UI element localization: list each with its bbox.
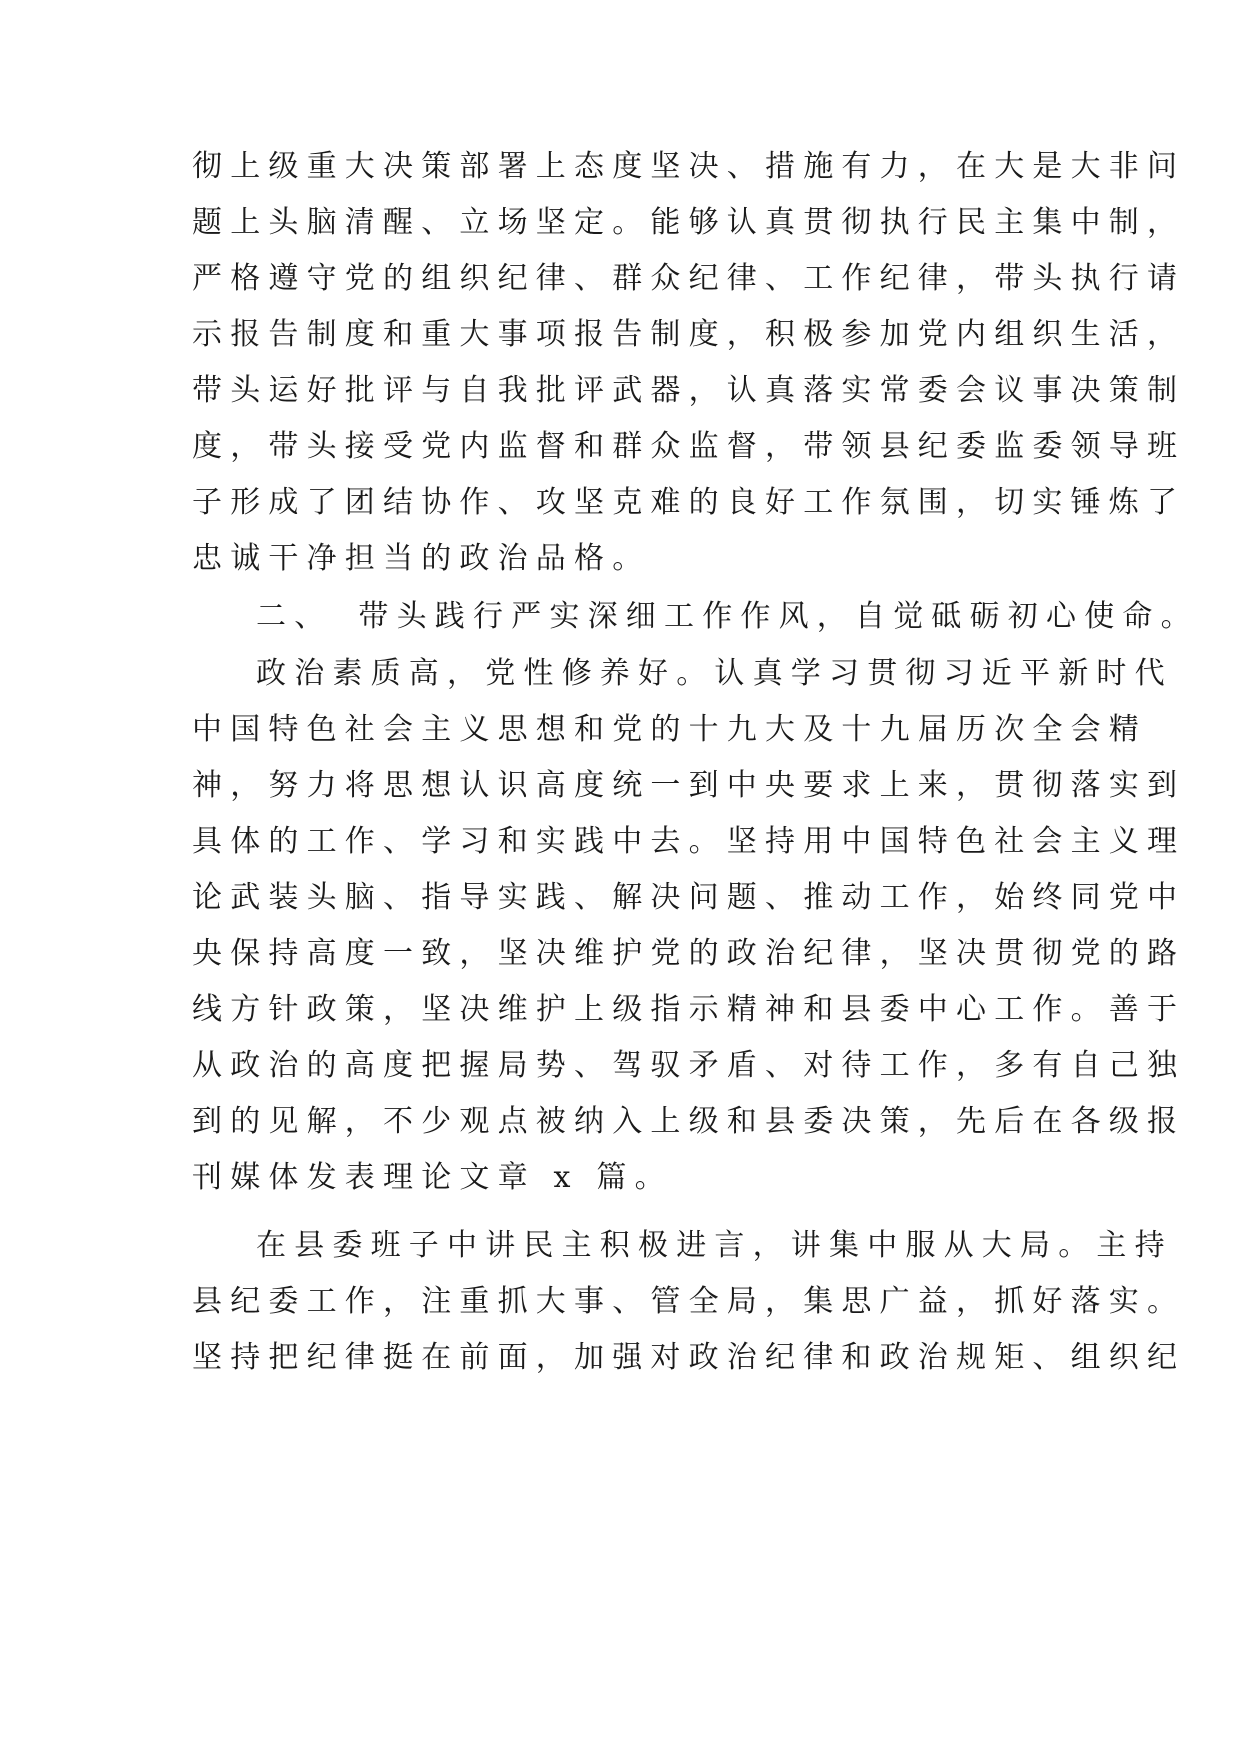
section-heading bbox=[256, 587, 1199, 647]
body-text-line: 度，带头接受党内监督和群众监督，带领县纪委监委领导班 bbox=[192, 429, 1186, 464]
body-text-line: 子形成了团结协作、攻坚克难的良好工作氛围，切实锤炼了 bbox=[192, 485, 1186, 520]
body-text-line: 论武装头脑、指导实践、解决问题、推动工作，始终同党中 bbox=[192, 880, 1186, 915]
body-text-line: 示报告制度和重大事项报告制度，积极参加党内组织生活， bbox=[192, 317, 1186, 352]
body-text-line: 坚持把纪律挺在前面，加强对政治纪律和政治规矩、组织纪 bbox=[192, 1340, 1186, 1375]
body-text-line: 线方针政策，坚决维护上级指示精神和县委中心工作。善于 bbox=[192, 992, 1186, 1027]
body-text-line: 忠诚干净担当的政治品格。 bbox=[192, 541, 651, 576]
section-heading-number: 二、 bbox=[256, 599, 333, 634]
body-text-line: 严格遵守党的组织纪律、群众纪律、工作纪律，带头执行请 bbox=[192, 261, 1186, 296]
body-text-line: 从政治的高度把握局势、驾驭矛盾、对待工作，多有自己独 bbox=[192, 1048, 1186, 1083]
body-text-line: 题上头脑清醒、立场坚定。能够认真贯彻执行民主集中制， bbox=[192, 205, 1186, 240]
body-text-line: 政治素质高，党性修养好。认真学习贯彻习近平新时代 bbox=[256, 656, 1173, 691]
body-text-line: 在县委班子中讲民主积极进言，讲集中服从大局。主持 bbox=[256, 1228, 1173, 1263]
body-text-line: 彻上级重大决策部署上态度坚决、措施有力，在大是大非问 bbox=[192, 149, 1186, 184]
section-heading-text: 带头践行严实深细工作作风，自觉砥砺初心使命。 bbox=[358, 599, 1199, 634]
body-text-line: 具体的工作、学习和实践中去。坚持用中国特色社会主义理 bbox=[192, 824, 1186, 859]
body-text-line: 县纪委工作，注重抓大事、管全局，集思广益，抓好落实。 bbox=[192, 1284, 1186, 1319]
body-text-line: 神，努力将思想认识高度统一到中央要求上来，贯彻落实到 bbox=[192, 768, 1186, 803]
body-text-line: 央保持高度一致，坚决维护党的政治纪律，坚决贯彻党的路 bbox=[192, 936, 1186, 971]
body-text-line: 中国特色社会主义思想和党的十九大及十九届历次全会精 bbox=[192, 712, 1147, 747]
body-text-line: 刊媒体发表理论文章 x 篇。 bbox=[192, 1160, 673, 1195]
body-text-line: 带头运好批评与自我批评武器，认真落实常委会议事决策制 bbox=[192, 373, 1186, 408]
body-text-line: 到的见解，不少观点被纳入上级和县委决策，先后在各级报 bbox=[192, 1104, 1186, 1139]
